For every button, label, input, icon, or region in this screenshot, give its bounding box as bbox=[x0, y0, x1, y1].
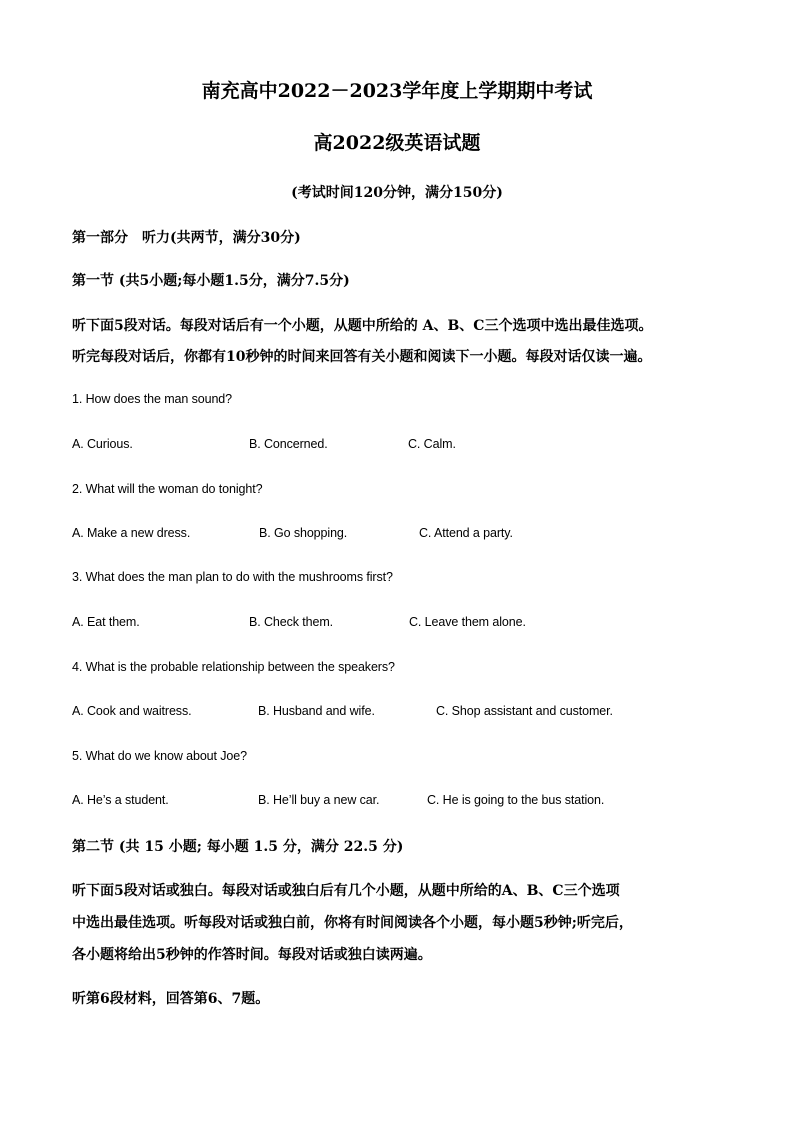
question-3-option-b: B. Check them. bbox=[249, 615, 334, 629]
exam-subtitle: 高2022级英语试题 bbox=[313, 132, 481, 154]
question-1-option-b: B. Concerned. bbox=[249, 437, 328, 451]
material-note-6: 听第6段材料，回答第6、7题。 bbox=[72, 991, 270, 1007]
question-1-option-c: C. Calm. bbox=[408, 437, 456, 451]
question-4-option-a: A. Cook and waitress. bbox=[72, 704, 192, 718]
section1-heading: 第一节 (共5小题;每小题1.5分，满分7.5分) bbox=[72, 273, 350, 289]
question-2-option-b: B. Go shopping. bbox=[259, 526, 348, 540]
exam-info: (考试时间120分钟，满分150分) bbox=[291, 185, 503, 201]
question-5-option-a: A. He’s a student. bbox=[72, 793, 169, 807]
section1-instruction-line2: 听完每段对话后，你都有10秒钟的时间来回答有关小题和阅读下一小题。每段对话仅读一遍。 bbox=[72, 349, 652, 365]
question-3-option-c: C. Leave them alone. bbox=[409, 615, 526, 629]
question-2-stem: 2. What will the woman do tonight? bbox=[72, 482, 263, 496]
section2-heading: 第二节 (共 15 小题; 每小题 1.5 分，满分 22.5 分) bbox=[72, 839, 404, 855]
part1-heading: 第一部分 听力(共两节，满分30分) bbox=[72, 230, 301, 246]
question-5-stem: 5. What do we know about Joe? bbox=[72, 749, 247, 763]
question-4-option-b: B. Husband and wife. bbox=[258, 704, 375, 718]
question-3-option-a: A. Eat them. bbox=[72, 615, 140, 629]
question-3-stem: 3. What does the man plan to do with the mushrooms first? bbox=[72, 570, 393, 584]
question-5-option-b: B. He’ll buy a new car. bbox=[258, 793, 380, 807]
question-5-option-c: C. He is going to the bus station. bbox=[427, 793, 605, 807]
question-1-option-a: A. Curious. bbox=[72, 437, 133, 451]
exam-title: 南充高中2022－2023学年度上学期期中考试 bbox=[201, 80, 593, 102]
question-2-option-c: C. Attend a party. bbox=[419, 526, 513, 540]
question-1-stem: 1. How does the man sound? bbox=[72, 392, 233, 406]
question-2-option-a: A. Make a new dress. bbox=[72, 526, 191, 540]
section1-instruction-line1: 听下面5段对话。每段对话后有一个小题，从题中所给的 A、B、C三个选项中选出最佳选项。 bbox=[72, 318, 653, 334]
section2-instruction-line1: 听下面5段对话或独白。每段对话或独白后有几个小题，从题中所给的A、B、C三个选项 bbox=[72, 883, 620, 899]
question-4-stem: 4. What is the probable relationship between the speakers? bbox=[72, 660, 395, 674]
section2-instruction-line3: 各小题将给出5秒钟的作答时间。每段对话或独白读两遍。 bbox=[72, 947, 432, 963]
section2-instruction-line2: 中选出最佳选项。听每段对话或独白前，你将有时间阅读各个小题，每小题5秒钟;听完后， bbox=[72, 915, 633, 931]
question-4-option-c: C. Shop assistant and customer. bbox=[436, 704, 613, 718]
